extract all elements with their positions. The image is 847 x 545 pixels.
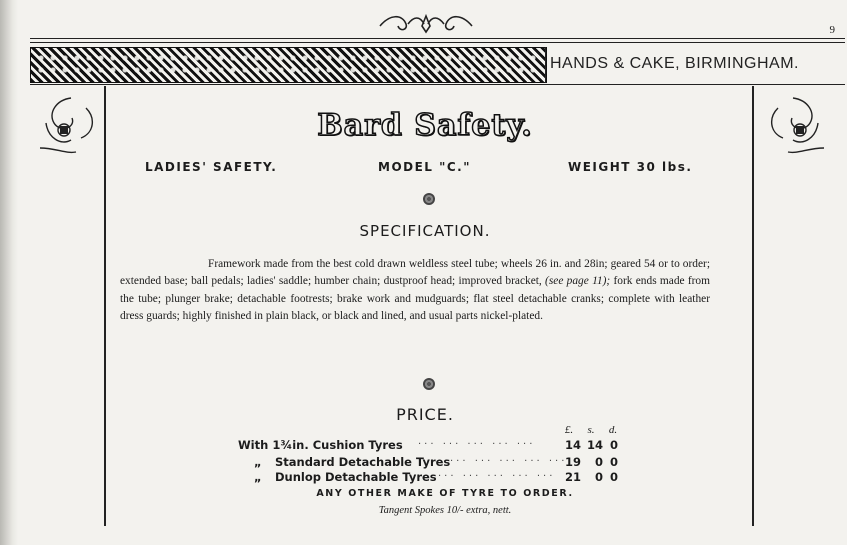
page-reference: (see page 11); xyxy=(545,275,611,288)
header-divider xyxy=(545,47,546,83)
price-shillings: 0 xyxy=(594,455,603,469)
page-number: 9 xyxy=(829,24,835,36)
publisher-name: HANDS & CAKE, BIRMINGHAM. xyxy=(550,55,799,72)
header-rule-bottom xyxy=(30,84,845,85)
price-row-label: Dunlop Detachable Tyres xyxy=(275,470,437,484)
price-pence: 0 xyxy=(609,455,618,469)
book-gutter xyxy=(0,0,18,545)
price-row-label: With 1¾in. Cushion Tyres xyxy=(238,438,403,452)
price-row xyxy=(238,470,618,486)
dot-leader: ... ... ... ... ... xyxy=(418,436,536,447)
dot-leader: ... ... ... ... ... xyxy=(450,453,568,464)
header-rule-top xyxy=(30,38,845,39)
price-pounds: 19 xyxy=(564,455,581,469)
spec-text-part1: Framework made from the best cold drawn weldless steel tube; wheels 26 in. and 28in; geared 54 or to order; extended base; ball pedals; ladies' saddle; humber chain; dustproof head; improved bracket, xyxy=(120,258,710,288)
spokes-note: Tangent Spokes 10/- extra, nett. xyxy=(378,505,512,516)
price-shillings: 14 xyxy=(586,438,603,452)
top-flourish-ornament xyxy=(378,12,474,36)
corner-ornament-left xyxy=(36,88,106,158)
price-row xyxy=(238,455,618,471)
frame-right-line xyxy=(752,86,754,526)
price-row-label: Standard Detachable Tyres xyxy=(275,455,451,469)
model-label: MODEL "C." xyxy=(378,160,471,174)
price-row xyxy=(238,438,618,454)
pence-head: d. xyxy=(608,424,618,436)
section-dot-ornament xyxy=(423,193,435,205)
currency-column-heads xyxy=(558,424,624,436)
price-pounds: 21 xyxy=(564,470,581,484)
price-shillings: 0 xyxy=(594,470,603,484)
weight-label: WEIGHT 30 lbs. xyxy=(568,160,693,174)
pounds-head: £. xyxy=(564,424,574,436)
ditto-mark: „ xyxy=(254,470,262,484)
tyre-order-note: ANY OTHER MAKE OF TYRE TO ORDER. xyxy=(316,488,574,499)
price-pence: 0 xyxy=(609,470,618,484)
spec-text-part2: fork ends made from the tube; plunger brake; detachable footrests; brake work and mudguards; flat steel detachable cranks; complete with leather dress guards; highly finished in plain black, or black and lined, and usual parts nickel-plated. xyxy=(120,275,710,323)
price-pence: 0 xyxy=(609,438,618,452)
price-pounds: 14 xyxy=(564,438,581,452)
specification-text xyxy=(120,256,710,326)
corner-ornament-right xyxy=(758,88,828,158)
price-heading: PRICE. xyxy=(396,405,454,424)
dot-leader: ... ... ... ... ... xyxy=(438,468,556,479)
specification-heading: SPECIFICATION. xyxy=(359,222,491,240)
shillings-head: s. xyxy=(587,424,595,436)
bicycle-type: LADIES' SAFETY. xyxy=(145,160,278,174)
ditto-mark: „ xyxy=(254,455,262,469)
page-title: Bard Safety. xyxy=(317,108,533,143)
section-dot-ornament-2 xyxy=(423,378,435,390)
header-rule-top-inner xyxy=(30,42,845,43)
decorative-header-band xyxy=(30,47,547,83)
